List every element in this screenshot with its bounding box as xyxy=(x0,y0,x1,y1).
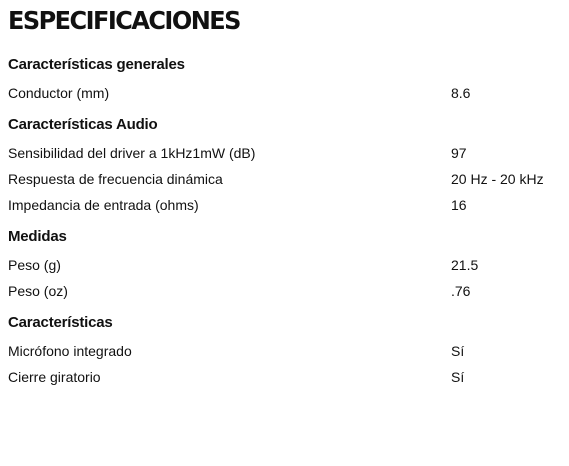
spec-label: Sensibilidad del driver a 1kHz1mW (dB) xyxy=(8,145,256,161)
spec-row-microphone xyxy=(8,338,561,364)
spec-value: Sí xyxy=(451,343,465,359)
section-title-general: Características generales xyxy=(8,56,185,73)
section-title-audio: Características Audio xyxy=(8,116,158,133)
spec-label: Peso (oz) xyxy=(8,283,68,299)
spec-row-weight-oz xyxy=(8,278,561,304)
spec-value: 97 xyxy=(451,145,467,161)
section-features xyxy=(8,314,561,390)
section-measures xyxy=(8,228,561,304)
section-general xyxy=(8,56,561,106)
spec-row-impedance xyxy=(8,192,561,218)
spec-row-conductor xyxy=(8,80,561,106)
section-audio xyxy=(8,116,561,218)
spec-row-frequency-response xyxy=(8,166,561,192)
section-title-features: Características xyxy=(8,314,113,331)
spec-row-weight-g xyxy=(8,252,561,278)
spec-label: Conductor (mm) xyxy=(8,85,110,101)
spec-value: 20 Hz - 20 kHz xyxy=(451,171,544,187)
spec-row-swivel-closure xyxy=(8,364,561,390)
section-title-measures: Medidas xyxy=(8,228,67,245)
spec-value: 16 xyxy=(451,197,467,213)
spec-value: Sí xyxy=(451,369,465,385)
page-title: ESPECIFICACIONES xyxy=(8,6,240,35)
spec-label: Cierre giratorio xyxy=(8,369,101,385)
spec-row-sensitivity xyxy=(8,140,561,166)
spec-label: Micrófono integrado xyxy=(8,343,132,359)
spec-label: Impedancia de entrada (ohms) xyxy=(8,197,199,213)
spec-label: Peso (g) xyxy=(8,257,61,273)
spec-value: 21.5 xyxy=(451,257,479,273)
spec-label: Respuesta de frecuencia dinámica xyxy=(8,171,223,187)
spec-value: .76 xyxy=(451,283,471,299)
spec-value: 8.6 xyxy=(451,85,471,101)
